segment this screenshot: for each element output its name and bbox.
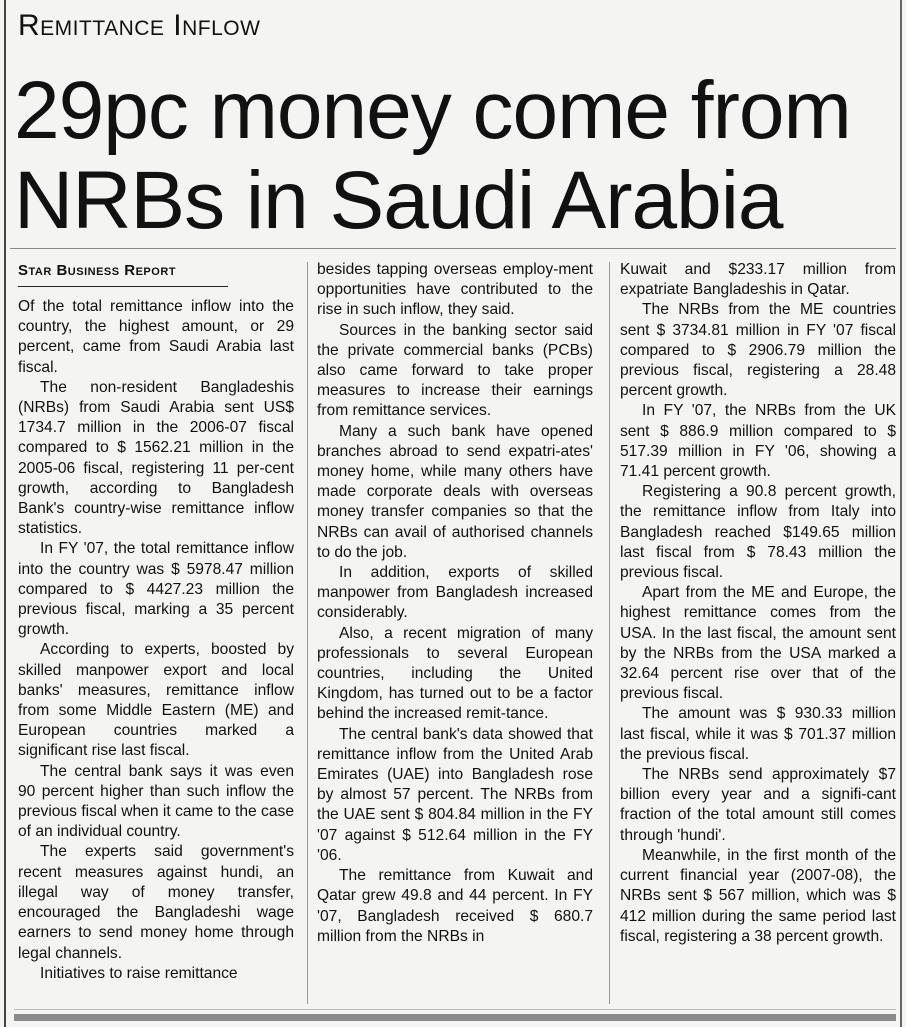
headline-line-1: 29pc money come from [14, 65, 851, 156]
paragraph: The NRBs send approximately $7 billion every year and a signifi-cant fraction of the total amount still comes through 'hundi'. [620, 766, 896, 844]
headline [14, 66, 894, 246]
paragraph: The central bank says it was even 90 percent higher than such inflow the previous fiscal when it came to the case of an individual country. [18, 762, 294, 841]
headline-divider [10, 248, 896, 249]
paragraph: Initiatives to raise remittance [40, 964, 238, 982]
paragraph: Registering a 90.8 percent growth, the remittance inflow from Italy into Bangladesh reached $149.65 million last fiscal from $ 78.43 million the previous fiscal. [620, 483, 896, 582]
paragraph: The remittance from Kuwait and Qatar grew 49.8 and 44 percent. In FY '07, Bangladesh received $ 680.7 million from the NRBs in [317, 867, 593, 945]
paragraph: According to experts, boosted by skilled manpower export and local banks' measures, remittance inflow from some Middle Eastern (ME) and European countries marked a significant rise last fiscal. [18, 641, 294, 760]
paragraph: Many a such bank have opened branches abroad to send expatri-ates' money home, while many others have made corporate deals with overseas money transfer companies so that the NRBs can avail of authorised channels to do the job. [317, 422, 593, 561]
paragraph: Kuwait and $233.17 million from expatriate Bangladeshis in Qatar. [620, 261, 896, 299]
footer-thick-rule [14, 1014, 896, 1021]
paragraph: In FY '07, the NRBs from the UK sent $ 886.9 million compared to $ 517.39 million in FY '06, showing a 71.41 percent growth. [620, 402, 896, 481]
paragraph: The experts said government's recent measures against hundi, an illegal way of money transfer, encouraged the Bangladeshi wage earners to send money home through legal channels. [18, 843, 294, 962]
article-column-1 [18, 260, 294, 1005]
article-body [18, 260, 896, 1005]
paragraph: In addition, exports of skilled manpower from Bangladesh increased considerably. [317, 564, 593, 622]
paragraph: The amount was $ 930.33 million last fiscal, while it was $ 701.37 million the previous fiscal. [620, 705, 896, 763]
paragraph: besides tapping overseas employ-ment opportunities have contributed to the rise in such inflow, they said. [317, 261, 593, 319]
paragraph: Also, a recent migration of many professionals to several European countries, including the United Kingdom, has turned out to be a factor behind the increased remit-tance. [317, 624, 593, 723]
article-column-2 [317, 260, 593, 1005]
footer-thin-rule [14, 1009, 896, 1010]
article-column-3 [620, 260, 896, 1005]
byline: Star Business Report [18, 262, 176, 279]
paragraph: The NRBs from the ME countries sent $ 3734.81 million in FY '07 fiscal compared to $ 2906.79 million the previous fiscal, registering a 28.48 percent growth. [620, 301, 896, 400]
paragraph: The non-resident Bangladeshis (NRBs) from Saudi Arabia sent US$ 1734.7 million in the 2006-07 fiscal compared to $ 1562.21 million in the 2005-06 fiscal, registering 11 per-cent growth, according to Bangladesh Bank's country-wise remittance inflow statistics. [18, 378, 294, 538]
section-kicker: Remittance Inflow [18, 9, 261, 42]
right-border [900, 0, 902, 1027]
left-border [4, 0, 6, 1027]
headline-line-2: NRBs in Saudi Arabia [14, 155, 783, 246]
paragraph: In FY '07, the total remittance inflow into the country was $ 5978.47 million compared to $ 4427.23 million the previous fiscal, marking a 35 percent growth. [18, 540, 294, 639]
paragraph: Meanwhile, in the first month of the current financial year (2007-08), the NRBs sent $ 567 million, which was $ 412 million during the same period last fiscal, registering a 38 percent growth. [620, 846, 896, 945]
paragraph: Sources in the banking sector said the private commercial banks (PCBs) also came forward to take proper measures to increase their earnings from remittance services. [317, 321, 593, 420]
paragraph: Of the total remittance inflow into the country, the highest amount, or 29 percent, came from Saudi Arabia last fiscal. [18, 298, 294, 376]
paragraph: The central bank's data showed that remittance inflow from the United Arab Emirates (UAE) into Bangladesh rose by almost 57 percent. The NRBs from the UAE sent $ 804.84 million in the FY '07 against $ 512.64 million in the FY '06. [317, 725, 593, 864]
paragraph: Apart from the ME and Europe, the highest remittance comes from the USA. In the last fiscal, the amount sent by the NRBs from the USA marked a 32.64 percent rise over that of the previous fiscal. [620, 584, 896, 703]
byline-underline [18, 286, 228, 287]
